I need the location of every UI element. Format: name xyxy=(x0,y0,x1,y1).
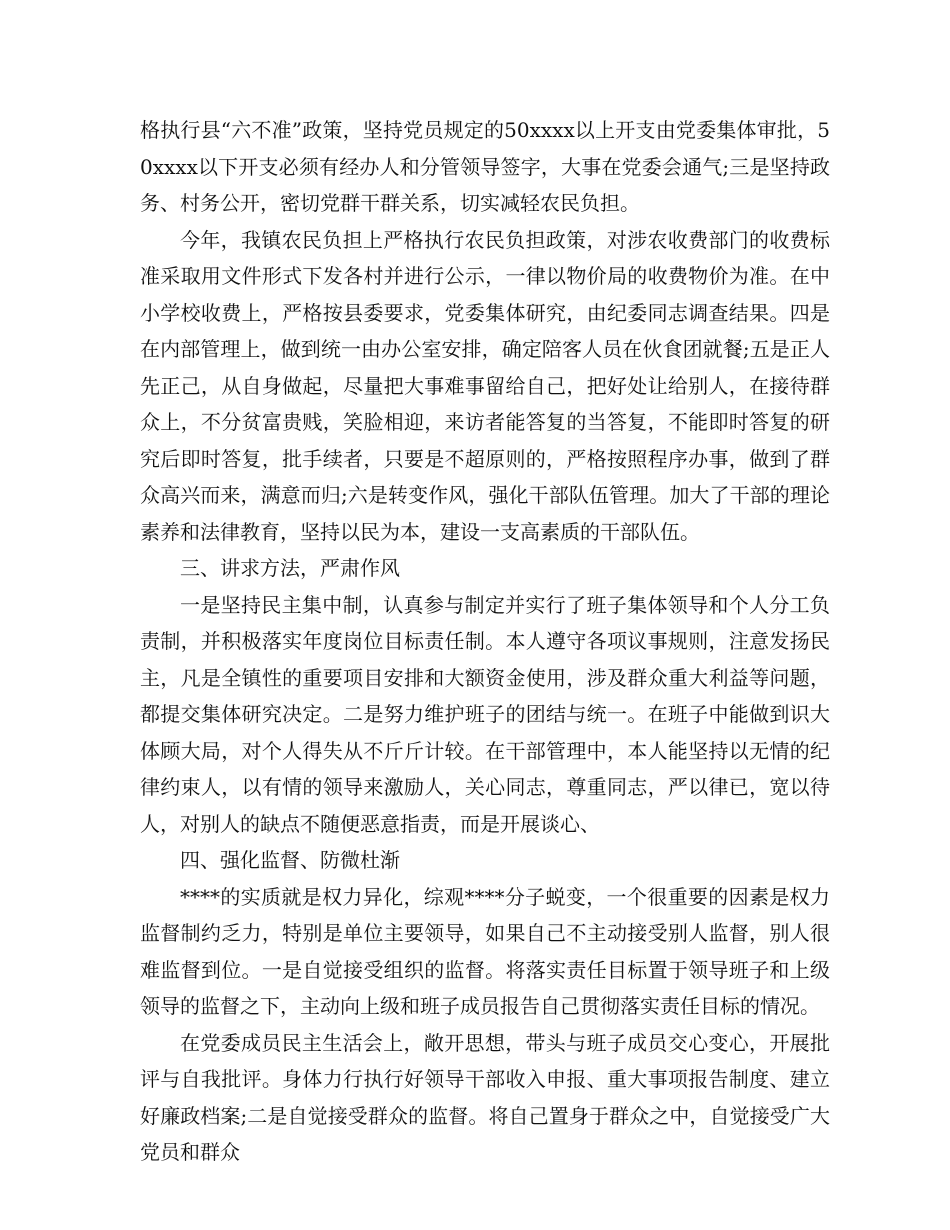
paragraph-1: 格执行县“六不准”政策，坚持党员规定的50xxxx以上开支由党委集体审批，50xxxx以下开支必须有经办人和分管领导签字，大事在党委会通气;三是坚持政务、村务公开，密切党群干群关系，切实减轻农民负担。 xyxy=(140,118,830,215)
document-body xyxy=(140,112,830,1171)
paragraph-5: ****的实质就是权力异化，综观****分子蜕变，一个很重要的因素是权力监督制约乏力，特别是单位主要领导，如果自己不主动接受别人监督，别人很难监督到位。一是自觉接受组织的监督。将落实责任目标置于领导班子和上级领导的监督之下，主动向上级和班子成员报告自己贯彻落实责任目标的情况。 xyxy=(140,884,830,1018)
paragraph-6: 在党委成员民主生活会上，敞开思想，带头与班子成员交心变心，开展批评与自我批评。身体力行执行好领导干部收入申报、重大事项报告制度、建立好廉政档案;二是自觉接受群众的监督。将自己置身于群众之中，自觉接受广大党员和群众 xyxy=(140,1030,830,1164)
section-heading-3: 三、讲求方法，严肃作风 xyxy=(180,556,400,580)
paragraph-2: 今年，我镇农民负担上严格执行农民负担政策，对涉农收费部门的收费标准采取用文件形式下发各村并进行公示，一律以物价局的收费物价为准。在中小学校收费上，严格按县委要求，党委集体研究，由纪委同志调查结果。四是在内部管理上，做到统一由办公室安排，确定陪客人员在伙食团就餐;五是正人先正己，从自身做起，尽量把大事难事留给自己，把好处让给别人，在接待群众上，不分贫富贵贱，笑脸相迎，来访者能答复的当答复，不能即时答复的研究后即时答复，批手续者，只要是不超原则的，严格按照程序办事，做到了群众高兴而来，满意而归;六是转变作风，强化干部队伍管理。加大了干部的理论素养和法律教育，坚持以民为本，建设一支高素质的干部队伍。 xyxy=(140,227,830,544)
section-heading-4: 四、强化监督、防微杜渐 xyxy=(180,848,400,872)
paragraph-4: 一是坚持民主集中制，认真参与制定并实行了班子集体领导和个人分工负责制，并积极落实年度岗位目标责任制。本人遵守各项议事规则，注意发扬民主，凡是全镇性的重要项目安排和大额资金使用，涉及群众重大利益等问题，都提交集体研究决定。二是努力维护班子的团结与统一。在班子中能做到识大体顾大局，对个人得失从不斤斤计较。在干部管理中，本人能坚持以无情的纪律约束人，以有情的领导来激励人，关心同志，尊重同志，严以律已，宽以待人，对别人的缺点不随便恶意指责，而是开展谈心、 xyxy=(140,592,830,836)
